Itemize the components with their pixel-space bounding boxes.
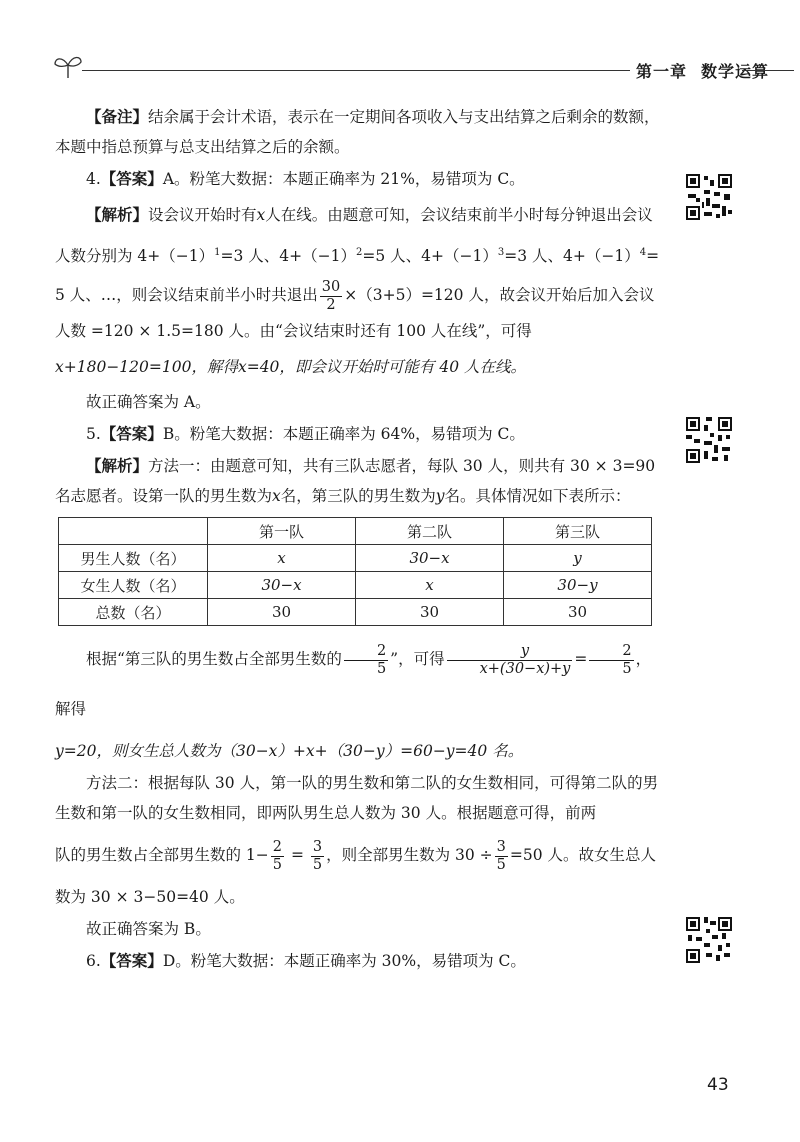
table-cell: 30−x bbox=[208, 572, 356, 599]
page-number: 43 bbox=[707, 1075, 729, 1095]
fraction bbox=[495, 839, 508, 873]
analysis-text: ，解得 bbox=[55, 650, 652, 719]
fraction-numerator: 30 bbox=[321, 278, 341, 295]
answer-tag: 【答案】 bbox=[100, 170, 163, 188]
table-row-label: 女生人数（名） bbox=[59, 572, 208, 599]
table-cell: 30 bbox=[504, 599, 652, 626]
q5-method-one-cont bbox=[55, 634, 660, 734]
table-row bbox=[59, 599, 652, 626]
fraction bbox=[311, 839, 324, 873]
analysis-text: ，则全部男生数为 30 ÷ bbox=[326, 846, 493, 865]
qr-code-icon[interactable] bbox=[684, 172, 734, 222]
analysis-text: 名。具体情况如下表所示： bbox=[444, 487, 631, 506]
table-row-label: 男生人数（名） bbox=[59, 545, 208, 572]
table-cell: x bbox=[208, 545, 356, 572]
fraction-denominator: 5 bbox=[496, 856, 506, 873]
qr-code-icon[interactable] bbox=[684, 415, 734, 465]
table-header-cell: 第三队 bbox=[504, 518, 652, 545]
analysis-text: = bbox=[646, 247, 660, 266]
fraction bbox=[447, 643, 573, 677]
exponent: 3 bbox=[497, 247, 505, 258]
fraction-denominator: 5 bbox=[376, 660, 387, 677]
q5-method-one bbox=[55, 451, 660, 511]
analysis-text: 名，第三队的男生数为 bbox=[280, 487, 436, 506]
answer-tag: 【答案】 bbox=[100, 952, 163, 971]
fraction bbox=[344, 643, 388, 677]
fraction-numerator: 2 bbox=[344, 643, 388, 661]
table-row bbox=[59, 545, 652, 572]
q6-answer bbox=[55, 946, 660, 976]
sprout-logo-icon bbox=[52, 50, 84, 80]
volunteer-table bbox=[58, 517, 652, 626]
table-cell: y bbox=[504, 545, 652, 572]
header-rule-right bbox=[742, 70, 794, 71]
analysis-text: 5 人、…，则会议结束前半小时共退出 bbox=[55, 286, 318, 305]
exponent: 1 bbox=[214, 247, 221, 258]
q4-number: 4. bbox=[86, 170, 101, 188]
note-paragraph bbox=[55, 102, 660, 162]
analysis-tag: 【解析】 bbox=[86, 457, 149, 476]
fraction bbox=[271, 839, 284, 873]
q5-method-two: 方法二：根据每队 30 人，第一队的男生数和第二队的女生数相同，可得第二队的男生数和第一队的女生数相同，即两队男生总人数为 30 人。根据题意可得，前两 bbox=[55, 774, 659, 823]
analysis-text: =50 人。故女生总人 bbox=[509, 846, 657, 865]
analysis-text: =3 人、4+（−1） bbox=[220, 247, 356, 266]
analysis-tag: 【解析】 bbox=[86, 206, 149, 224]
q5-method-two-end: 数为 30 × 3−50=40 人。 bbox=[55, 888, 245, 907]
table-cell: x bbox=[356, 572, 504, 599]
answer-text: B。粉笔大数据：本题正确率为 64%，易错项为 C。 bbox=[162, 425, 525, 444]
fraction-denominator: x+(30−x)+y bbox=[479, 660, 571, 677]
chapter-number: 第一章 bbox=[636, 62, 688, 81]
fraction-denominator: 5 bbox=[312, 856, 323, 873]
header-rule bbox=[82, 70, 630, 71]
analysis-text: 根据“第三队的男生数占全部男生数的 bbox=[86, 650, 342, 669]
table-cell: 30−x bbox=[356, 545, 504, 572]
analysis-text: 设会议开始时有 bbox=[148, 206, 257, 224]
q4-analysis-cont bbox=[55, 277, 660, 385]
fraction-denominator: 5 bbox=[272, 856, 283, 873]
exponent: 2 bbox=[356, 247, 363, 258]
q4-answer bbox=[55, 164, 660, 194]
fraction-denominator: 5 bbox=[622, 660, 632, 677]
table-row bbox=[59, 572, 652, 599]
table-header-cell: 第二队 bbox=[356, 518, 504, 545]
table-cell: 30 bbox=[208, 599, 356, 626]
equation: x+180−120=100，解得 bbox=[55, 358, 238, 377]
qr-code-icon[interactable] bbox=[684, 915, 734, 965]
fraction-numerator: y bbox=[447, 643, 573, 661]
variable-x: x bbox=[256, 206, 266, 224]
q5-method-two-cont: 队的男生数占全部男生数的 1− $\frac{2}{5}$ = $\frac{3}{5}$ ，则全部男生数为 30 ÷ $\frac{3}{5}$ =50 人。故女生总人 bbox=[55, 839, 657, 873]
variable-x: x bbox=[272, 487, 281, 506]
equation: x=40，即会议开始时可能有 40 人在线。 bbox=[237, 358, 526, 377]
q6-number: 6. bbox=[86, 952, 101, 971]
q5-result: y=20，则女生总人数为（30−x）+x+（30−y）=60−y=40 名。 bbox=[55, 742, 524, 761]
fraction-numerator: 3 bbox=[312, 839, 323, 856]
fraction-numerator: 2 bbox=[589, 643, 633, 661]
analysis-text: ×（3+5）=120 人，故会议开始后加入会议人数 =120 × 1.5=180 人。由“会议结束时还有 100 人在线”，可得 bbox=[55, 286, 655, 341]
q5-number: 5. bbox=[86, 425, 101, 444]
table-cell: 30 bbox=[356, 599, 504, 626]
page-content bbox=[55, 102, 660, 978]
analysis-text: 队的男生数占全部男生数的 1− bbox=[55, 846, 269, 865]
q5-conclusion: 故正确答案为 B。 bbox=[86, 920, 211, 939]
note-text: 结余属于会计术语，表示在一定期间各项收入与支出结算之后剩余的数额，本题中指总预算与总支出结算之后的余额。 bbox=[55, 108, 660, 156]
q4-analysis bbox=[55, 196, 660, 275]
table-row-label: 总数（名） bbox=[59, 599, 208, 626]
table-header-cell bbox=[59, 518, 208, 545]
fraction-numerator: 2 bbox=[272, 839, 283, 856]
table-header-cell: 第一队 bbox=[208, 518, 356, 545]
fraction-denominator: 2 bbox=[326, 296, 336, 313]
fraction bbox=[589, 643, 633, 677]
analysis-text: ”，可得 bbox=[390, 650, 445, 669]
analysis-text: =3 人、4+（−1） bbox=[504, 247, 640, 266]
fraction-numerator: 3 bbox=[496, 839, 506, 856]
exponent: 4 bbox=[639, 247, 647, 258]
q4-conclusion: 故正确答案为 A。 bbox=[86, 393, 211, 412]
answer-text: D。粉笔大数据：本题正确率为 30%，易错项为 C。 bbox=[162, 952, 526, 971]
analysis-text: 方法一：由题意可知，共有三队志愿者，每队 30 人，则共有 30 × 3=90 名志愿者。设第一队的男生数为 bbox=[55, 457, 656, 506]
page-header bbox=[52, 50, 792, 90]
analysis-text: =5 人、4+（−1） bbox=[362, 247, 498, 266]
answer-text: A。粉笔大数据：本题正确率为 21%，易错项为 C。 bbox=[162, 170, 525, 188]
analysis-text: 人在线。由题意可知，会议结束前半小时每分钟退出会议人数分别为 4+（−1） bbox=[55, 206, 653, 266]
chapter-name: 数学运算 bbox=[701, 62, 770, 81]
analysis-text: = bbox=[574, 650, 588, 669]
fraction bbox=[320, 279, 342, 313]
variable-y: y bbox=[435, 487, 445, 506]
table-cell: 30−y bbox=[504, 572, 652, 599]
table-header-row bbox=[59, 518, 652, 545]
q5-answer bbox=[55, 419, 660, 449]
note-tag: 【备注】 bbox=[86, 108, 149, 126]
answer-tag: 【答案】 bbox=[100, 425, 163, 444]
